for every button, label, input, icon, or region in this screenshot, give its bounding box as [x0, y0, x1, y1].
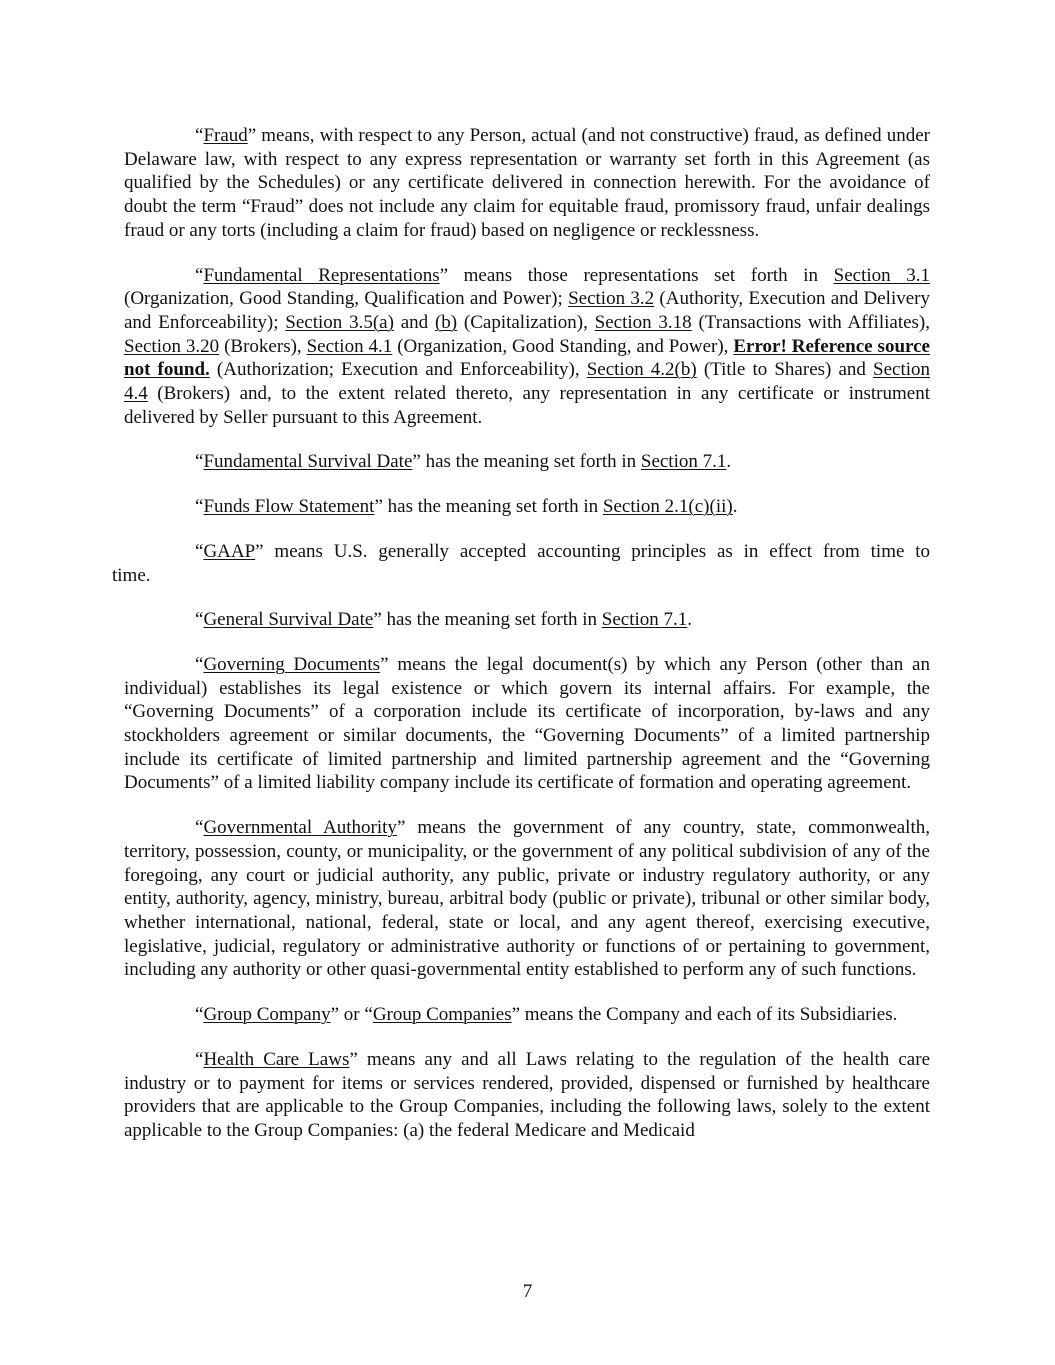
- defined-term: Health Care Laws: [203, 1048, 350, 1070]
- definition-fraud: “Fraud” means, with respect to any Person, actual (and not constructive) fraud, as defined under Delaware law, with respect to any express representation or warranty set forth in this Agreement (as qualified by the Schedules) or any certificate delivered in connection herewith. For the avoidance of doubt the term “Fraud” does not include any claim for equitable fraud, promissory fraud, unfair dealings fraud or any torts (including a claim for fraud) based on negligence or recklessness.: [124, 125, 930, 241]
- definition-funds-flow-statement: “Funds Flow Statement” has the meaning set forth in Section 2.1(c)(ii).: [195, 496, 738, 518]
- section-reference-link[interactable]: Section 2.1(c)(ii): [602, 496, 733, 518]
- definition-group-company: “Group Company” or “Group Companies” means the Company and each of its Subsidiaries.: [195, 1004, 898, 1026]
- definition-governmental-authority: “Governmental Authority” means the government of any country, state, commonwealth, territory, possession, county, or municipality, or the government of any political subdivision of any of the foregoing, any court or judicial authority, any public, private or industry regulatory authority, or any entity, authority, agency, ministry, bureau, arbitral body (public or private), tribunal or other similar body, whether international, national, federal, state or local, and any agent thereof, exercising executive, legislative, judicial, regulatory or administrative authority or functions of or pertaining to government, including any authority or other quasi-governmental entity established to perform any of such functions.: [124, 817, 930, 981]
- section-reference-link[interactable]: Section 3.1: [833, 264, 930, 286]
- definition-fundamental-survival-date: “Fundamental Survival Date” has the meaning set forth in Section 7.1.: [195, 451, 732, 473]
- definition-general-survival-date: “General Survival Date” has the meaning set forth in Section 7.1.: [195, 609, 693, 631]
- defined-term: Fundamental Survival Date: [203, 451, 413, 473]
- defined-term: Funds Flow Statement: [203, 496, 375, 518]
- section-reference-link[interactable]: Section 4.4: [124, 359, 931, 405]
- section-reference-link[interactable]: Section 3.18: [594, 311, 692, 333]
- section-reference-link[interactable]: Section 7.1: [640, 451, 727, 473]
- section-reference-link[interactable]: (b): [434, 311, 458, 333]
- definition-gaap-continuation: time.: [112, 564, 151, 586]
- defined-term: Governing Documents: [203, 653, 381, 675]
- definition-governing-documents: “Governing Documents” means the legal document(s) by which any Person (other than an individual) establishes its legal existence or which govern its internal affairs. For example, the “Governing Documents” of a corporation include its certificate of incorporation, by-laws and any stockholders agreement or similar documents, the “Governing Documents” of a limited partnership include its certificate of limited partnership and limited partnership agreement and the “Governing Documents” of a limited liability company include its certificate of formation and operating agreement.: [124, 653, 930, 794]
- section-reference-link[interactable]: Section 7.1: [601, 609, 688, 631]
- section-reference-link[interactable]: Section 4.1: [306, 335, 393, 357]
- defined-term: Group Company: [203, 1004, 331, 1026]
- definition-gaap: “GAAP” means U.S. generally accepted accounting principles as in effect from time to: [195, 540, 930, 562]
- broken-reference-error: Error! Reference source not found.: [124, 335, 930, 381]
- section-reference-link[interactable]: Section 3.2: [568, 288, 655, 310]
- defined-term: GAAP: [203, 540, 256, 562]
- defined-term: Group Companies: [372, 1004, 512, 1026]
- defined-term: General Survival Date: [203, 609, 374, 631]
- page-number: 7: [522, 1281, 533, 1302]
- definition-fundamental-representations: “Fundamental Representations” means those representations set forth in Section 3.1 (Organization, Good Standing, Qualification and Power); Section 3.2 (Authority, Execution and Delivery and Enforceability); Section 3.5(a) and (b) (Capitalization), Section 3.18 (Transactions with Affiliates), Section 3.20 (Brokers), Section 4.1 (Organization, Good Standing, and Power), Error! Reference source not found. (Authorization; Execution and Enforceability), Section 4.2(b) (Title to Shares) and Section 4.4 (Brokers) and, to the extent related thereto, any representation in any certificate or instrument delivered by Seller pursuant to this Agreement.: [124, 264, 931, 428]
- definition-health-care-laws: “Health Care Laws” means any and all Laws relating to the regulation of the health care industry or to payment for items or services rendered, provided, dispensed or furnished by healthcare providers that are applicable to the Group Companies, including the following laws, solely to the extent applicable to the Group Companies: (a) the federal Medicare and Medicaid: [124, 1048, 930, 1141]
- defined-term: Fundamental Representations: [203, 264, 440, 286]
- section-reference-link[interactable]: Section 4.2(b): [586, 359, 697, 381]
- section-reference-link[interactable]: Section 3.20: [124, 335, 220, 357]
- section-reference-link[interactable]: Section 3.5(a): [285, 311, 394, 333]
- defined-term: Fraud: [203, 125, 248, 146]
- defined-term: Governmental Authority: [203, 817, 397, 839]
- document-page: [112, 124, 931, 1143]
